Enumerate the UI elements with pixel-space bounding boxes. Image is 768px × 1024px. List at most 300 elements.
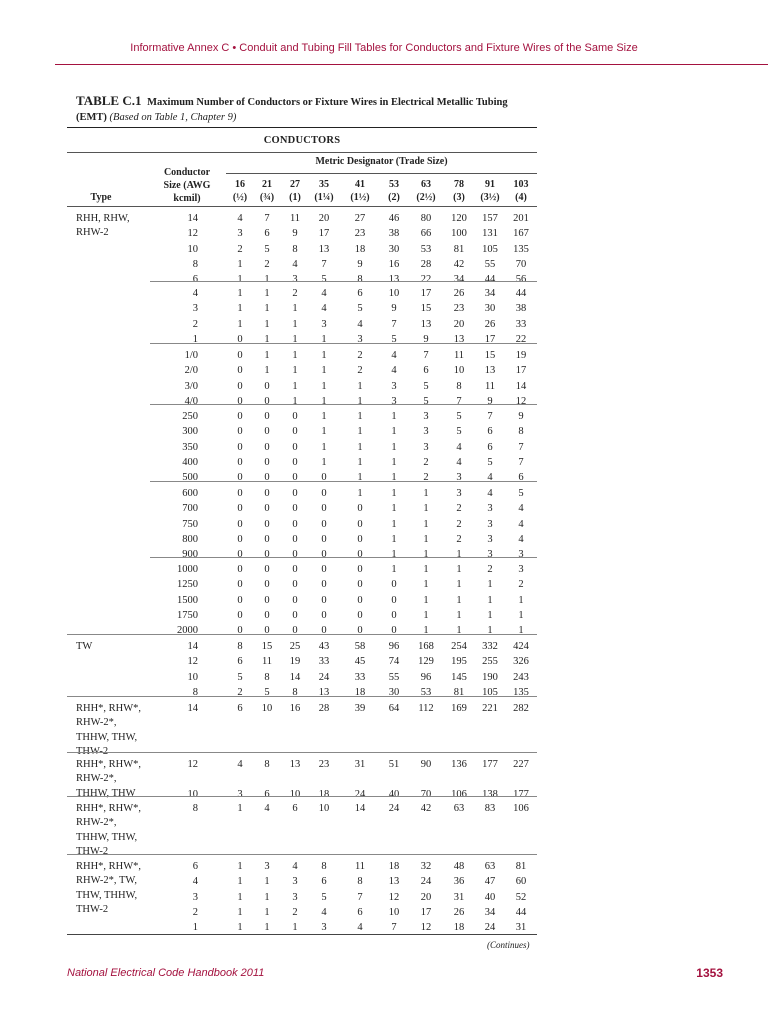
conductor-count-cell: 177	[482, 759, 498, 770]
conductor-count-cell: 38	[388, 228, 400, 240]
conductor-count-cell: 0	[321, 594, 327, 606]
conductor-count-cell: 33	[515, 318, 527, 330]
conductor-count-cell: 3	[357, 333, 363, 345]
conductor-count-cell: 1	[264, 891, 270, 903]
conductor-size-cell: 700	[182, 503, 198, 515]
conductor-count-cell: 30	[388, 243, 400, 255]
conductor-count-cell: 3	[487, 518, 493, 530]
conductor-count-cell: 1	[292, 333, 298, 345]
conductor-count-cell: 4	[264, 803, 270, 814]
conductor-count-cell: 6	[357, 906, 363, 918]
conductor-count-cell: 3	[237, 788, 243, 800]
conductor-count-cell: 19	[289, 656, 301, 668]
conductor-count-cell: 1	[423, 488, 429, 499]
conductor-count-cell: 17	[515, 365, 527, 377]
conductor-count-cell: 36	[453, 876, 465, 888]
conductor-count-cell: 4	[456, 456, 462, 468]
conductor-count-cell: 1	[264, 288, 270, 299]
conductor-count-cell: 1	[456, 609, 462, 621]
conductor-count-cell: 0	[357, 549, 363, 561]
conductor-count-cell: 7	[518, 456, 524, 468]
conductor-count-cell: 13	[388, 274, 400, 285]
conductor-count-cell: 177	[513, 788, 529, 800]
conductor-count-cell: 3	[321, 318, 327, 330]
conductor-count-cell: 2	[487, 564, 493, 575]
conductor-count-cell: 138	[482, 788, 498, 800]
conductor-count-cell: 12	[388, 891, 400, 903]
conductor-count-cell: 5	[456, 426, 462, 438]
conductor-count-cell: 5	[423, 395, 429, 407]
conductor-count-cell: 7	[518, 441, 524, 453]
conductor-type-label: THW, THHW,	[76, 889, 138, 901]
conductor-count-cell: 23	[453, 303, 465, 315]
conductor-count-cell: 4	[357, 922, 363, 934]
conductor-count-cell: 4	[237, 213, 243, 224]
conductor-size-cell: 8	[192, 686, 198, 698]
conductor-count-cell: 10	[388, 288, 400, 299]
conductor-count-cell: 0	[391, 594, 397, 606]
conductor-count-cell: 1	[321, 365, 327, 377]
conductor-count-cell: 8	[292, 686, 298, 698]
conductor-size-header-line: kcmil)	[173, 193, 201, 204]
conductor-count-cell: 190	[482, 671, 498, 683]
group-separator-rule	[150, 343, 537, 344]
conductor-size-cell: 12	[187, 228, 198, 240]
conductor-count-cell: 1	[321, 350, 327, 361]
conductor-count-cell: 0	[292, 625, 298, 637]
conductor-count-cell: 100	[451, 228, 467, 240]
trade-size: (½)	[232, 192, 248, 203]
conductor-count-cell: 227	[513, 759, 529, 770]
conductor-count-cell: 14	[515, 380, 527, 392]
conductor-count-cell: 0	[357, 503, 363, 515]
conductor-count-cell: 0	[391, 625, 397, 637]
conductor-count-cell: 169	[451, 703, 467, 714]
conductor-type-label: THHW, THW,	[76, 831, 138, 843]
conductor-count-cell: 0	[237, 411, 243, 422]
conductor-count-cell: 20	[453, 318, 465, 330]
conductor-count-cell: 11	[289, 213, 301, 224]
conductor-count-cell: 25	[289, 641, 301, 652]
metric-designator: 53	[389, 179, 399, 190]
conductor-count-cell: 1	[292, 922, 298, 934]
group-separator-rule	[67, 796, 537, 797]
conductor-count-cell: 45	[354, 656, 366, 668]
running-header: Informative Annex C • Conduit and Tubing Fill Tables for Conductors and Fixture Wires of the Same Size	[130, 42, 638, 54]
conductor-size-cell: 3/0	[184, 380, 198, 392]
conductor-count-cell: 5	[518, 488, 524, 499]
conductor-count-cell: 24	[420, 876, 432, 888]
conductor-count-cell: 1	[487, 594, 493, 606]
conductor-type-label: THW-2	[76, 845, 109, 857]
conductor-type-label: RHH*, RHW*,	[76, 803, 142, 814]
conductor-size-cell: 1	[192, 922, 198, 934]
group-separator-rule	[150, 557, 537, 558]
header-bottom-rule	[67, 206, 537, 207]
conductor-count-cell: 221	[482, 703, 498, 714]
conductor-count-cell: 0	[357, 609, 363, 621]
conductor-count-cell: 2	[292, 288, 298, 299]
conductor-count-cell: 40	[484, 891, 496, 903]
conductor-count-cell: 1	[423, 503, 429, 515]
conductor-count-cell: 0	[292, 472, 298, 484]
conductor-count-cell: 3	[487, 503, 493, 515]
conductor-count-cell: 8	[357, 876, 363, 888]
conductor-count-cell: 34	[453, 274, 465, 285]
conductor-count-cell: 7	[391, 318, 397, 330]
conductor-count-cell: 44	[484, 274, 496, 285]
conductor-count-cell: 0	[391, 579, 397, 591]
conductor-count-cell: 0	[237, 564, 243, 575]
conductor-count-cell: 1	[321, 380, 327, 392]
conductor-count-cell: 0	[357, 579, 363, 591]
table-number: TABLE C.1	[76, 93, 142, 108]
metric-designator: 35	[319, 179, 329, 190]
conductor-count-cell: 70	[515, 258, 527, 270]
conductor-size-header-line: Conductor	[163, 167, 211, 178]
conductor-count-cell: 0	[264, 395, 270, 407]
conductor-count-cell: 4	[237, 759, 243, 770]
conductor-count-cell: 0	[237, 549, 243, 561]
conductor-count-cell: 2	[264, 258, 270, 270]
conductor-count-cell: 1	[357, 441, 363, 453]
conductor-count-cell: 17	[420, 906, 432, 918]
conductor-count-cell: 80	[420, 213, 432, 224]
conductor-type-label: RHW-2*, TW,	[76, 875, 137, 887]
metric-designator-rule	[226, 173, 537, 174]
conductor-count-cell: 0	[292, 579, 298, 591]
conductor-count-cell: 7	[321, 258, 327, 270]
conductor-count-cell: 44	[515, 906, 527, 918]
conductor-size-cell: 900	[182, 549, 198, 561]
conductor-count-cell: 1	[292, 380, 298, 392]
conductor-count-cell: 4	[321, 906, 327, 918]
conductor-count-cell: 1	[264, 333, 270, 345]
trade-size: (4)	[515, 192, 527, 203]
conductor-count-cell: 1	[357, 380, 363, 392]
conductor-size-cell: 350	[182, 441, 198, 453]
group-separator-rule	[150, 281, 537, 282]
conductor-count-cell: 28	[420, 258, 432, 270]
trade-size: (3)	[453, 192, 465, 203]
conductor-count-cell: 3	[487, 549, 493, 561]
conductor-count-cell: 1	[237, 274, 243, 285]
conductor-size-cell: 2	[192, 318, 198, 330]
conductor-count-cell: 63	[484, 861, 496, 872]
conductor-count-cell: 0	[321, 503, 327, 515]
conductor-count-cell: 3	[456, 488, 462, 499]
conductor-type-label: RHW-2*,	[76, 773, 117, 785]
conductor-count-cell: 32	[420, 861, 432, 872]
footer-title: National Electrical Code Handbook 2011	[67, 967, 265, 979]
conductor-count-cell: 0	[237, 441, 243, 453]
conductor-count-cell: 2	[456, 533, 462, 545]
conductor-count-cell: 6	[237, 656, 243, 668]
conductor-count-cell: 1	[423, 609, 429, 621]
conductor-count-cell: 4	[518, 533, 524, 545]
conductor-count-cell: 47	[484, 876, 496, 888]
group-separator-rule	[67, 696, 537, 697]
conductor-count-cell: 24	[354, 788, 366, 800]
conductor-count-cell: 6	[264, 228, 270, 240]
conductor-count-cell: 129	[418, 656, 434, 668]
conductor-count-cell: 0	[237, 380, 243, 392]
conductor-count-cell: 5	[357, 303, 363, 315]
conductor-count-cell: 0	[237, 579, 243, 591]
conductor-count-cell: 1	[292, 318, 298, 330]
conductor-count-cell: 5	[264, 243, 270, 255]
conductor-count-cell: 1	[456, 579, 462, 591]
conductor-type-label: THW-2	[76, 745, 109, 757]
conductor-count-cell: 2	[456, 518, 462, 530]
conductor-count-cell: 8	[292, 243, 298, 255]
conductor-count-cell: 20	[420, 891, 432, 903]
metric-designator: 103	[513, 179, 529, 190]
conductor-count-cell: 0	[321, 472, 327, 484]
conductor-count-cell: 4	[292, 258, 298, 270]
conductor-count-cell: 1	[423, 625, 429, 637]
conductor-count-cell: 0	[357, 533, 363, 545]
conductor-size-header	[152, 166, 222, 205]
conductor-count-cell: 43	[318, 641, 330, 652]
metric-designator: 78	[454, 179, 464, 190]
metric-designator: 27	[290, 179, 300, 190]
conductor-count-cell: 24	[484, 922, 496, 934]
conductor-count-cell: 33	[318, 656, 330, 668]
conductor-count-cell: 6	[321, 876, 327, 888]
conductor-count-cell: 9	[518, 411, 524, 422]
conductor-count-cell: 7	[487, 411, 493, 422]
conductor-count-cell: 20	[318, 213, 330, 224]
conductor-size-cell: 250	[182, 411, 198, 422]
conductor-count-cell: 2	[237, 243, 243, 255]
trade-size: (2½)	[416, 192, 436, 203]
conductor-count-cell: 4	[487, 472, 493, 484]
conductor-count-cell: 3	[321, 922, 327, 934]
conductor-count-cell: 112	[418, 703, 434, 714]
conductor-count-cell: 3	[391, 395, 397, 407]
conductor-size-header-line: Size (AWG	[163, 180, 211, 191]
conductor-count-cell: 22	[420, 274, 432, 285]
conductor-size-cell: 14	[187, 213, 198, 224]
conductor-count-cell: 17	[420, 288, 432, 299]
conductor-size-cell: 14	[187, 703, 198, 714]
conductor-size-cell: 1750	[177, 609, 198, 621]
conductor-size-cell: 8	[192, 258, 198, 270]
table-source-note: (Based on Table 1, Chapter 9)	[109, 112, 237, 123]
conductor-count-cell: 10	[261, 703, 273, 714]
conductor-count-cell: 0	[357, 518, 363, 530]
conductor-count-cell: 424	[513, 641, 529, 652]
metric-designator: 21	[262, 179, 272, 190]
conductor-count-cell: 2	[423, 472, 429, 484]
conductor-count-cell: 0	[237, 533, 243, 545]
conductor-count-cell: 8	[321, 861, 327, 872]
trade-size: (1½)	[350, 192, 370, 203]
conductors-rule	[67, 152, 537, 153]
conductor-count-cell: 10	[289, 788, 301, 800]
conductor-count-cell: 39	[354, 703, 366, 714]
conductor-count-cell: 1	[423, 564, 429, 575]
metric-designator: 91	[485, 179, 495, 190]
conductor-count-cell: 6	[518, 472, 524, 484]
conductor-count-cell: 1	[321, 411, 327, 422]
conductor-count-cell: 0	[264, 533, 270, 545]
conductor-count-cell: 63	[453, 803, 465, 814]
continues-note: (Continues)	[487, 940, 530, 950]
conductor-count-cell: 2	[456, 503, 462, 515]
conductor-count-cell: 3	[456, 472, 462, 484]
conductor-count-cell: 0	[264, 503, 270, 515]
conductor-count-cell: 30	[388, 686, 400, 698]
conductor-count-cell: 0	[292, 549, 298, 561]
conductor-count-cell: 0	[292, 456, 298, 468]
conductor-count-cell: 0	[357, 594, 363, 606]
conductor-size-cell: 6	[192, 274, 198, 285]
metric-designator: 41	[355, 179, 365, 190]
conductor-count-cell: 11	[453, 350, 465, 361]
conductor-type-label: RHH*, RHW*,	[76, 861, 142, 872]
conductor-count-cell: 0	[264, 549, 270, 561]
conductor-count-cell: 1	[237, 861, 243, 872]
conductor-count-cell: 10	[453, 365, 465, 377]
conductor-count-cell: 1	[237, 318, 243, 330]
conductor-count-cell: 11	[354, 861, 366, 872]
conductor-count-cell: 13	[388, 876, 400, 888]
conductor-count-cell: 42	[420, 803, 432, 814]
table-title	[76, 93, 536, 125]
conductor-count-cell: 3	[423, 411, 429, 422]
conductor-count-cell: 135	[513, 243, 529, 255]
conductor-count-cell: 0	[292, 426, 298, 438]
conductor-count-cell: 0	[321, 609, 327, 621]
conductor-count-cell: 0	[237, 365, 243, 377]
conductor-size-cell: 4	[192, 876, 198, 888]
conductor-count-cell: 58	[354, 641, 366, 652]
conductor-size-cell: 2/0	[184, 365, 198, 377]
conductor-size-cell: 12	[187, 759, 198, 770]
conductor-count-cell: 0	[237, 609, 243, 621]
conductor-count-cell: 1	[487, 609, 493, 621]
conductor-count-cell: 3	[518, 564, 524, 575]
conductor-count-cell: 12	[515, 395, 527, 407]
conductor-count-cell: 1	[292, 365, 298, 377]
conductor-count-cell: 1	[456, 549, 462, 561]
conductor-count-cell: 46	[388, 213, 400, 224]
trade-size: (1¼)	[314, 192, 334, 203]
conductor-size-cell: 2	[192, 906, 198, 918]
conductor-count-cell: 1	[264, 318, 270, 330]
conductor-count-cell: 0	[237, 333, 243, 345]
conductor-count-cell: 13	[289, 759, 301, 770]
conductor-count-cell: 1	[321, 441, 327, 453]
conductor-size-cell: 8	[192, 803, 198, 814]
conductor-count-cell: 0	[292, 488, 298, 499]
conductor-count-cell: 17	[484, 333, 496, 345]
conductor-count-cell: 6	[264, 788, 270, 800]
conductor-count-cell: 31	[515, 922, 527, 934]
conductor-count-cell: 83	[484, 803, 496, 814]
conductor-count-cell: 1	[292, 395, 298, 407]
conductor-count-cell: 11	[484, 380, 496, 392]
conductor-count-cell: 4	[321, 288, 327, 299]
conductor-count-cell: 0	[292, 594, 298, 606]
conductor-count-cell: 34	[484, 906, 496, 918]
conductor-count-cell: 1	[518, 625, 524, 637]
conductor-count-cell: 11	[261, 656, 273, 668]
conductor-count-cell: 5	[237, 671, 243, 683]
conductor-count-cell: 1	[237, 906, 243, 918]
conductor-count-cell: 13	[453, 333, 465, 345]
conductor-count-cell: 4	[518, 518, 524, 530]
conductor-count-cell: 8	[264, 671, 270, 683]
conductor-size-cell: 300	[182, 426, 198, 438]
group-separator-rule	[150, 481, 537, 482]
trade-size: (1)	[289, 192, 301, 203]
conductor-count-cell: 1	[423, 533, 429, 545]
conductor-count-cell: 4	[518, 503, 524, 515]
conductor-count-cell: 15	[261, 641, 273, 652]
conductor-count-cell: 14	[354, 803, 366, 814]
conductor-count-cell: 1	[487, 579, 493, 591]
conductor-size-cell: 10	[187, 788, 198, 800]
conductor-count-cell: 1	[237, 922, 243, 934]
conductor-count-cell: 168	[418, 641, 434, 652]
conductor-size-cell: 1	[192, 333, 198, 345]
conductor-count-cell: 55	[388, 671, 400, 683]
conductor-count-cell: 136	[451, 759, 467, 770]
group-separator-rule	[67, 752, 537, 753]
conductor-count-cell: 96	[420, 671, 432, 683]
conductor-count-cell: 48	[453, 861, 465, 872]
conductor-count-cell: 2	[357, 350, 363, 361]
conductor-count-cell: 1	[292, 350, 298, 361]
conductor-count-cell: 8	[518, 426, 524, 438]
conductor-count-cell: 28	[318, 703, 330, 714]
conductor-count-cell: 1	[456, 564, 462, 575]
conductor-count-cell: 26	[453, 906, 465, 918]
conductor-count-cell: 0	[237, 625, 243, 637]
conductor-count-cell: 4	[321, 303, 327, 315]
conductor-size-cell: 1250	[177, 579, 198, 591]
conductor-count-cell: 27	[354, 213, 366, 224]
conductor-count-cell: 10	[318, 803, 330, 814]
conductor-count-cell: 0	[264, 625, 270, 637]
conductor-count-cell: 0	[357, 625, 363, 637]
conductor-count-cell: 31	[354, 759, 366, 770]
group-separator-rule	[67, 634, 537, 635]
conductor-count-cell: 66	[420, 228, 432, 240]
conductor-count-cell: 1	[456, 594, 462, 606]
conductor-count-cell: 6	[292, 803, 298, 814]
conductor-count-cell: 53	[420, 243, 432, 255]
conductor-count-cell: 0	[292, 503, 298, 515]
conductor-count-cell: 64	[388, 703, 400, 714]
conductor-count-cell: 0	[237, 426, 243, 438]
conductor-count-cell: 90	[420, 759, 432, 770]
conductor-count-cell: 0	[264, 380, 270, 392]
conductor-count-cell: 1	[321, 426, 327, 438]
conductor-count-cell: 4	[487, 488, 493, 499]
conductor-count-cell: 1	[237, 258, 243, 270]
conductor-count-cell: 74	[388, 656, 400, 668]
conductor-count-cell: 0	[264, 518, 270, 530]
conductor-count-cell: 0	[237, 472, 243, 484]
conductor-count-cell: 0	[237, 518, 243, 530]
conductor-size-cell: 10	[187, 243, 198, 255]
conductor-count-cell: 5	[321, 891, 327, 903]
conductor-count-cell: 0	[292, 533, 298, 545]
